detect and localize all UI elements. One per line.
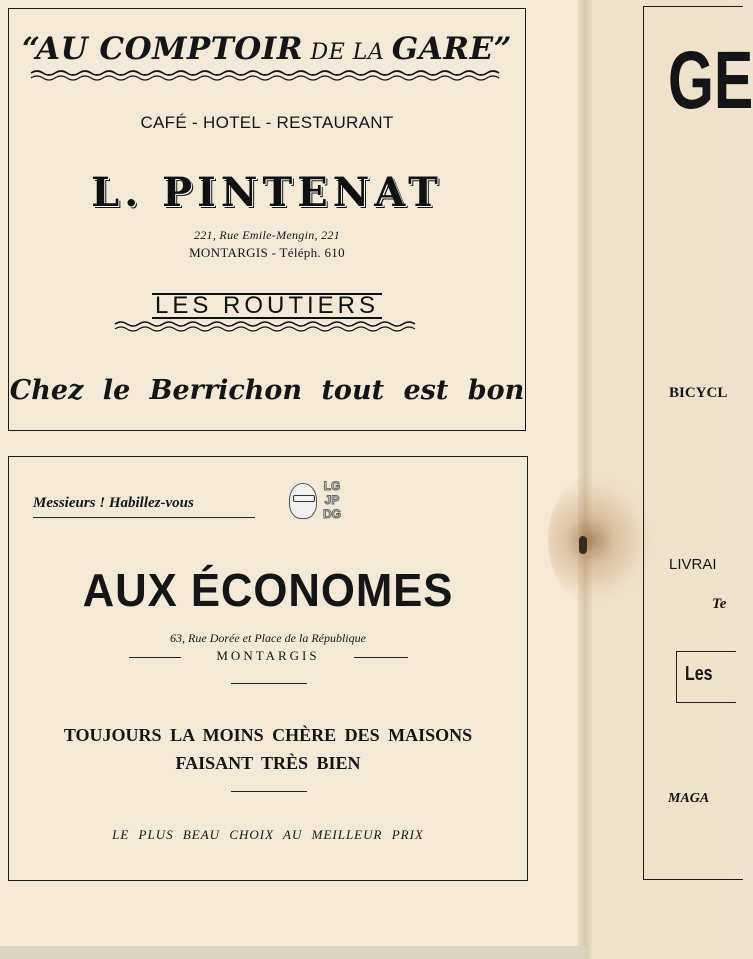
tagline-underline bbox=[33, 517, 255, 518]
ad-right-page-cut bbox=[643, 6, 743, 880]
claim-line-1: TOUJOURS LA MOINS CHÈRE DES MAISONS bbox=[63, 725, 473, 745]
ad-economes-city: MONTARGIS bbox=[216, 648, 320, 663]
ad-comptoir-address: 221, Rue Emile-Mengin, 221 bbox=[193, 228, 341, 242]
right-ad-les: Les bbox=[685, 663, 713, 685]
divider-rule-2 bbox=[231, 791, 307, 792]
right-ad-bicycl: BICYCL bbox=[669, 385, 728, 401]
page-bottom-edge bbox=[0, 946, 586, 959]
title-de-la: DE LA bbox=[303, 40, 392, 65]
ad-comptoir-owner: L. PINTENAT bbox=[91, 169, 443, 216]
title-open-quote: “AU bbox=[21, 31, 100, 67]
ad-comptoir-slogan: Chez le Berrichon tout est bon bbox=[9, 375, 525, 406]
divider-rule-1 bbox=[231, 683, 307, 684]
logo-initials bbox=[315, 479, 349, 521]
ad-comptoir-routiers bbox=[9, 292, 525, 320]
logo-initial-2: JP bbox=[324, 493, 340, 507]
ad-economes-address: 63, Rue Dorée et Place de la République bbox=[170, 631, 366, 645]
title-close-quote: ” bbox=[493, 31, 513, 67]
routiers-label: LES ROUTIERS bbox=[152, 293, 382, 319]
scanner-logo-stamp bbox=[289, 479, 349, 537]
ad-economes-tagline: Messieurs ! Habillez-vous bbox=[33, 495, 194, 511]
right-ad-maga: MAGA bbox=[668, 791, 710, 806]
city-rule-right bbox=[354, 657, 408, 658]
ad-comptoir-de-la-gare bbox=[8, 8, 526, 431]
ad-aux-economes bbox=[8, 456, 528, 881]
right-ad-livrai: LIVRAI bbox=[669, 556, 717, 573]
routiers-wave-underline bbox=[115, 320, 419, 332]
claim-line-2: FAISANT TRÈS BIEN bbox=[175, 753, 361, 773]
logo-initial-1: LG bbox=[323, 479, 341, 493]
right-ad-headline: GE bbox=[668, 35, 753, 126]
logo-glasses-icon bbox=[293, 495, 315, 502]
ad-comptoir-city-phone: MONTARGIS - Téléph. 610 bbox=[189, 245, 345, 260]
ad-economes-claim bbox=[9, 721, 527, 777]
ad-comptoir-subtitle: CAFÉ - HOTEL - RESTAURANT bbox=[140, 113, 394, 132]
burn-hole bbox=[579, 536, 587, 554]
right-ad-te: Te bbox=[712, 596, 727, 612]
title-comptoir: COMPTOIR bbox=[99, 31, 304, 67]
burn-stain bbox=[548, 470, 658, 610]
title-gare: GARE bbox=[391, 31, 494, 67]
ad-economes-footer: LE PLUS BEAU CHOIX AU MEILLEUR PRIX bbox=[112, 827, 424, 842]
ad-comptoir-title bbox=[9, 31, 525, 67]
ad-economes-name: AUX ÉCONOMES bbox=[82, 564, 454, 616]
title-wave-underline bbox=[31, 69, 501, 81]
logo-initial-3: DG bbox=[323, 507, 341, 521]
